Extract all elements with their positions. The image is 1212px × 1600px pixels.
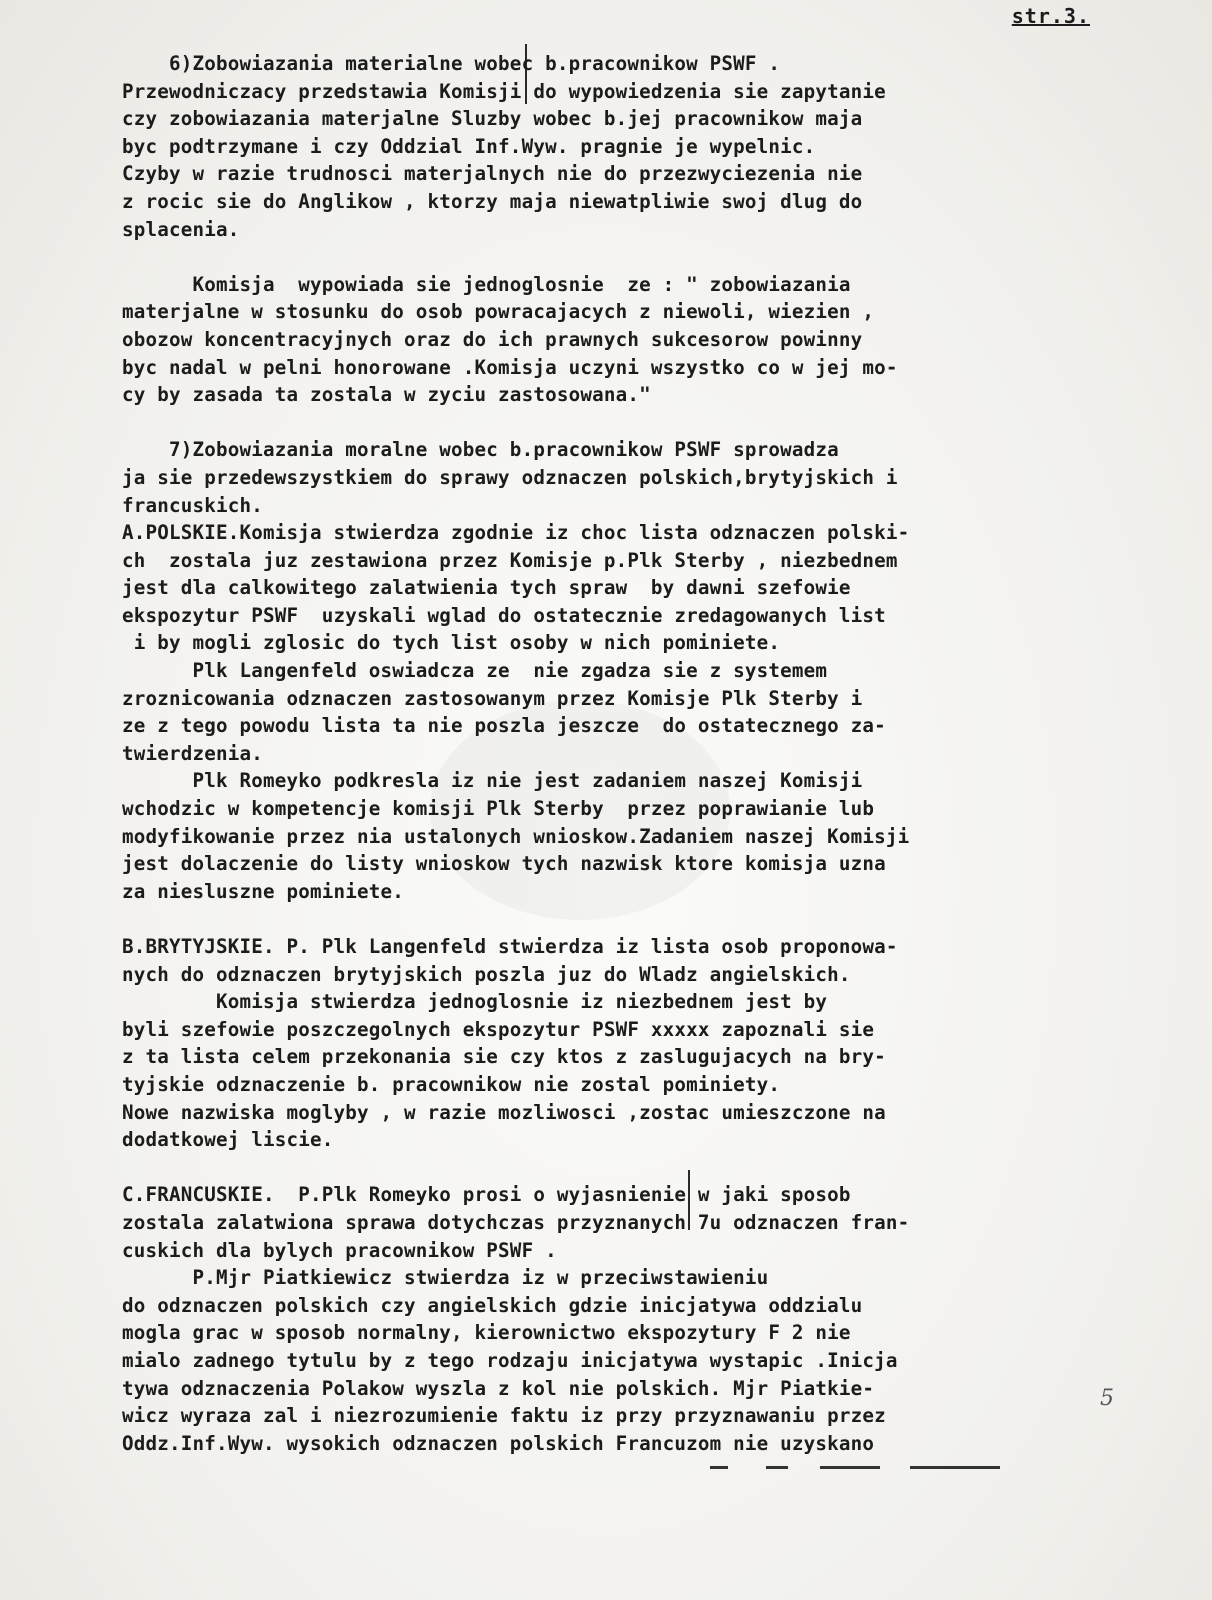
text-line: obozow koncentracyjnych oraz do ich prawnych sukcesorow powinny: [122, 327, 863, 351]
text-line: Oddz.Inf.Wyw. wysokich odznaczen polskich Francuzom nie uzyskano: [122, 1431, 875, 1455]
text-line: byc nadal w pelni honorowane .Komisja uczyni wszystko co w jej mo-: [122, 355, 898, 379]
text-line: i by mogli zglosic do tych list osoby w nich pominiete.: [122, 631, 781, 655]
text-line: [122, 1154, 1102, 1182]
text-line: ch zostala juz zestawiona przez Komisje p.Plk Sterby , niezbednem: [122, 548, 898, 572]
text-line: A.POLSKIE.Komisja stwierdza zgodnie iz choc lista odznaczen polski-: [122, 521, 910, 545]
bottom-dash-marks: [700, 1466, 1120, 1470]
text-line: do odznaczen polskich czy angielskich gdzie inicjatywa oddzialu: [122, 1293, 863, 1317]
text-line: splacenia.: [122, 217, 240, 241]
text-line: P.Mjr Piatkiewicz stwierdza iz w przeciwstawieniu: [122, 1266, 769, 1290]
handwritten-page-number: 5: [1100, 1386, 1114, 1411]
text-line: C.FRANCUSKIE. P.Plk Romeyko prosi o wyjasnienie w jaki sposob: [122, 1183, 851, 1207]
text-line: Plk Romeyko podkresla iz nie jest zadaniem naszej Komisji: [122, 769, 863, 793]
text-line: [122, 243, 1102, 271]
text-line: cuskich dla bylych pracownikow PSWF .: [122, 1238, 557, 1262]
text-line: 7)Zobowiazania moralne wobec b.pracownikow PSWF sprowadza: [122, 438, 839, 462]
text-line: z ta lista celem przekonania sie czy ktos z zaslugujacych na bry-: [122, 1045, 886, 1069]
text-line: materjalne w stosunku do osob powracajacych z niewoli, wiezien ,: [122, 300, 875, 324]
text-line: wchodzic w kompetencje komisji Plk Sterby przez poprawianie lub: [122, 797, 875, 821]
text-line: za niesluszne pominiete.: [122, 879, 405, 903]
text-line: cy by zasada ta zostala w zyciu zastosowana.": [122, 383, 651, 407]
text-line: B.BRYTYJSKIE. P. Plk Langenfeld stwierdza iz lista osob proponowa-: [122, 935, 898, 958]
text-line: [122, 409, 1102, 437]
text-line: [122, 905, 1102, 933]
text-line: wicz wyraza zal i niezrozumienie faktu iz przy przyznawaniu przez: [122, 1404, 886, 1428]
text-line: modyfikowanie przez nia ustalonych wnioskow.Zadaniem naszej Komisji: [122, 824, 910, 848]
text-line: jest dla calkowitego zalatwienia tych spraw by dawni szefowie: [122, 576, 851, 600]
text-line: byc podtrzymane i czy Oddzial Inf.Wyw. pragnie je wypelnic.: [122, 134, 816, 158]
text-line: mogla grac w sposob normalny, kierownictwo ekspozytury F 2 nie: [122, 1321, 851, 1345]
page-number: str.3.: [1011, 4, 1090, 28]
text-line: Komisja stwierdza jednoglosnie iz niezbednem jest by: [122, 990, 828, 1014]
text-line: Nowe nazwiska moglyby , w razie mozliwosci ,zostac umieszczone na: [122, 1100, 886, 1124]
text-line: ekspozytur PSWF uzyskali wglad do ostatecznie zredagowanych list: [122, 603, 886, 627]
text-line: zostala zalatwiona sprawa dotychczas przyznanych 7u odznaczen fran-: [122, 1210, 910, 1234]
text-line: tyjskie odznaczenie b. pracownikow nie zostal pominiety.: [122, 1072, 781, 1096]
text-line: mialo zadnego tytulu by z tego rodzaju inicjatywa wystapic .Inicja: [122, 1348, 898, 1372]
text-line: Komisja wypowiada sie jednoglosnie ze : " zobowiazania: [122, 272, 851, 296]
text-line: Plk Langenfeld oswiadcza ze nie zgadza sie z systemem: [122, 659, 828, 683]
text-line: ze z tego powodu lista ta nie poszla jeszcze do ostatecznego za-: [122, 714, 886, 738]
text-line: Czyby w razie trudnosci materjalnych nie do przezwyciezenia nie: [122, 162, 863, 186]
text-line: dodatkowej liscie.: [122, 1128, 334, 1152]
text-line: francuskich.: [122, 493, 264, 517]
text-line: 6)Zobowiazania materialne wobec b.pracownikow PSWF .: [122, 52, 781, 75]
text-line: nych do odznaczen brytyjskich poszla juz do Wladz angielskich.: [122, 962, 851, 986]
text-line: zroznicowania odznaczen zastosowanym przez Komisje Plk Sterby i: [122, 686, 863, 710]
text-line: Przewodniczacy przedstawia Komisji do wypowiedzenia sie zapytanie: [122, 79, 886, 103]
typed-text-body: [122, 50, 1102, 1457]
text-line: twierdzenia.: [122, 741, 264, 765]
text-line: jest dolaczenie do listy wnioskow tych nazwisk ktore komisja uzna: [122, 852, 886, 876]
text-line: ja sie przedewszystkiem do sprawy odznaczen polskich,brytyjskich i: [122, 465, 898, 489]
text-line: czy zobowiazania materjalne Sluzby wobec b.jej pracownikow maja: [122, 107, 863, 131]
text-line: byli szefowie poszczegolnych ekspozytur PSWF xxxxx zapoznali sie: [122, 1017, 875, 1041]
text-line: tywa odznaczenia Polakow wyszla z kol nie polskich. Mjr Piatkie-: [122, 1376, 875, 1400]
text-line: z rocic sie do Anglikow , ktorzy maja niewatpliwie swoj dlug do: [122, 189, 863, 213]
